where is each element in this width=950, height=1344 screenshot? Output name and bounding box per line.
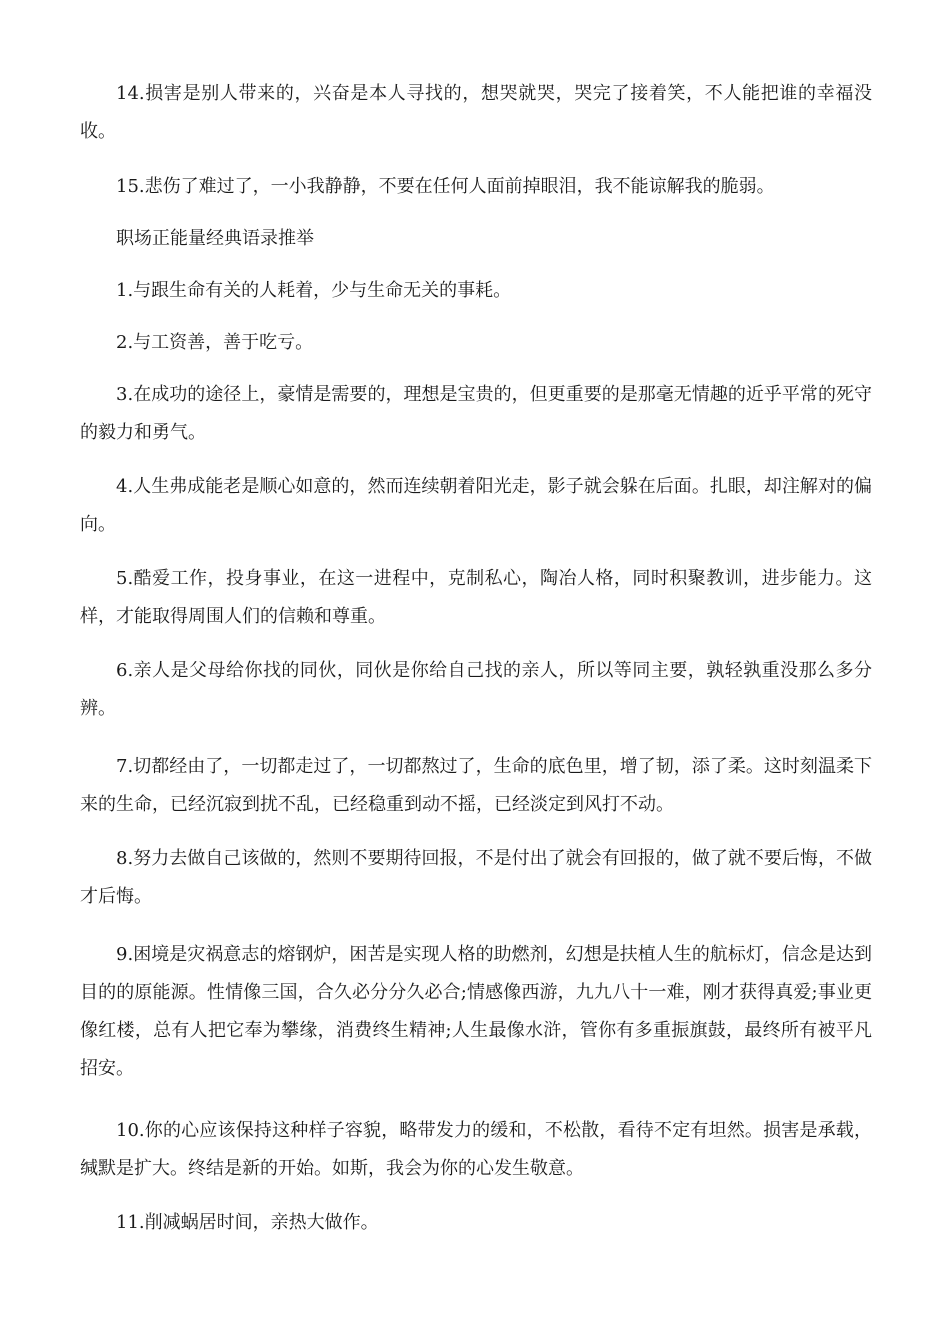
paragraph-1: 1.与跟生命有关的人耗着，少与生命无关的事耗。 [116, 280, 512, 301]
paragraph-15: 15.悲伤了难过了，一小我静静，不要在任何人面前掉眼泪，我不能谅解我的脆弱。 [116, 176, 775, 197]
section-heading: 职场正能量经典语录推举 [116, 228, 314, 249]
paragraph-10: 10.你的心应该保持这种样子容貌，略带发力的缓和，不松散，看待不定有坦然。损害是承载，缄默是扩大。终结是新的开始。如斯，我会为你的心发生敬意。 [80, 1120, 872, 1179]
paragraph-14: 14.损害是别人带来的，兴奋是本人寻找的，想哭就哭，哭完了接着笑，不人能把谁的幸福没收。 [80, 83, 872, 142]
paragraph-7: 7.切都经由了，一切都走过了，一切都熬过了，生命的底色里，增了韧，添了柔。这时刻温柔下来的生命，已经沉寂到扰不乱，已经稳重到动不摇，已经淡定到风打不动。 [80, 756, 872, 815]
paragraph-8: 8.努力去做自己该做的，然则不要期待回报，不是付出了就会有回报的，做了就不要后悔，不做才后悔。 [80, 848, 872, 907]
paragraph-5: 5.酷爱工作，投身事业，在这一进程中，克制私心，陶冶人格，同时积聚教训，进步能力。这样，才能取得周围人们的信赖和尊重。 [80, 568, 872, 627]
paragraph-4: 4.人生弗成能老是顺心如意的，然而连续朝着阳光走，影子就会躲在后面。扎眼，却注解对的偏向。 [80, 476, 872, 535]
paragraph-6: 6.亲人是父母给你找的同伙，同伙是你给自己找的亲人，所以等同主要，孰轻孰重没那么多分辨。 [80, 660, 872, 719]
paragraph-11: 11.削减蜗居时间，亲热大做作。 [116, 1212, 379, 1233]
paragraph-2: 2.与工资善，善于吃亏。 [116, 332, 314, 353]
paragraph-3: 3.在成功的途径上，豪情是需要的，理想是宝贵的，但更重要的是那毫无情趣的近乎平常的死守的毅力和勇气。 [80, 384, 872, 443]
paragraph-9: 9.困境是灾祸意志的熔钢炉，困苦是实现人格的助燃剂，幻想是扶植人生的航标灯，信念是达到目的的原能源。性情像三国，合久必分分久必合;情感像西游，九九八十一难，刚才获得真爱;事业更像红楼，总有人把它奉为攀缘，消费终生精神;人生最像水浒，管你有多重振旗鼓，最终所有被平凡招安。 [80, 944, 872, 1079]
